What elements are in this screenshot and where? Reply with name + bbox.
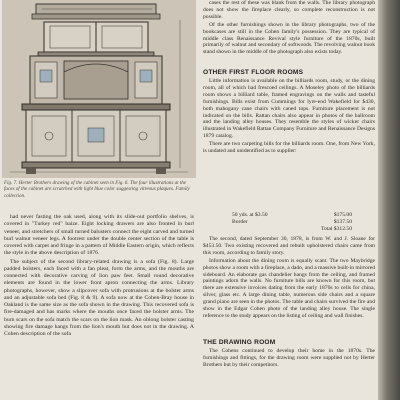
bill-line <box>232 219 352 225</box>
paragraph: cases the rest of these was blank from the walls. The library photograph does not show the fireplace clearly, so complete reconstruction is not possible. <box>203 0 375 20</box>
book-binding-edge <box>378 0 400 400</box>
paragraph: had never fasting the oak used, along with its slide-out portfolio shelves, is covered in "Turkey red" baize. Eight locking drawers are also fronted in burl veneer, and stretchers of small turned balusters connect the eight carved and turned burl walnut veneer legs. A footrest under the double center section of the table is covered with carpet and fringe in a pattern of Middle Eastern origin, which reflects the style in the above description of 1876. <box>4 214 194 257</box>
paragraph: The second, dated September 30, 1878, is from W. and J. Sloane for $453.50. Two existing recovered and rebuilt upholstered chairs came from this room, according to family story. <box>203 236 375 256</box>
bill-line <box>232 212 352 218</box>
section-heading-other-rooms: OTHER FIRST FLOOR ROOMS <box>203 69 304 76</box>
bill-line-label: 50 yds. at $3.50 <box>232 212 268 218</box>
figure-caption: Fig. 7. Herter Brothers drawing of the cabinet seen in Fig. 6. The four illustrations at the faces of the cabinet are scratched with light blue color suggesting vitreous plaques. Family collection. <box>4 180 190 199</box>
paragraph: There are two carpeting bills for the billiards room. One, from New York, is undated and unidentified as to supplier: <box>203 141 375 155</box>
right-column-lower-text <box>203 236 375 321</box>
section-heading-drawing-room: THE DRAWING ROOM <box>203 339 276 346</box>
paragraph: The Cohens continued to develop their home in the 1870s. The furnishings and fittings, for the drawing room were supplied not by Herter Brothers but by their competitors. <box>203 348 375 368</box>
right-column-middle-text <box>203 78 375 156</box>
cabinet-drawing-illustration <box>2 0 196 178</box>
paragraph: The subject of the second library-related drawing is a sofa (Fig. 8). Large padded bolsters, each faced with a fan pleat, form the arms, and the mouths are connected with decorative carving of lion paw feet. Small round decorative elements are found in the lower front apron connecting the arms. Library photographs, however, show a slipcover sofa with protrusions at the bolster arms and an adjustable sofa bed (Fig. 8 & 9). A sofa now at the Cohen-Bray house in Oakland is the same size as the sofa shown in the drawing. This recovered sofa is fire-damaged and has marks where the mouths once faced the bolster arms. The burn scars on the sofa match the scars on the lion mask. An oblong bolster casting showing fire damage hangs from the lion's mouth but does not in the drawing. A Cohen description of the sofa <box>4 258 194 337</box>
paragraph: Of the other furnishings shown in the library photographs, two of the bookcases are still in the Cohen family's possession. They are typical of middle class Renaissance Revival style furniture of the 1870s, built primarily of walnut and secondary of softwoods. The revolving walnut book stand shown in the middle of the photograph also exists today. <box>203 21 375 56</box>
right-column-end-text <box>203 348 375 370</box>
bill-line-amount: $137.50 <box>333 219 352 225</box>
bill-line-amount: $175.00 <box>333 212 352 218</box>
paragraph: Information about the dining room is equally scant. The two Maybridge photos show a room with a fireplace, a dado, and a massive built-in mirrored sideboard. An elaborate gas chandelier hangs from the ceiling, and framed paintings adorn the walls. No furniture bills are known for this room, but there are extensive invoices dating from the early 1870s to cells for china, silver, glass etc. A large dining table, numerous side chairs and a square grand piano are seen in the photos. The table and chairs survived the fire and show in the Edgar Cohen photo of the landing alley house. The single reference to the study appears on the listing of ceiling and wall finishes. <box>203 257 375 319</box>
bill-total-amount: Total $312.50 <box>321 226 352 232</box>
bill-line-label: Border <box>232 219 248 225</box>
left-column-text <box>4 214 194 339</box>
cabinet-drawing <box>2 0 196 178</box>
paragraph: Little information is available on the billiards room, study, or the dining room, all of which had frescoed ceilings. A Moseley photo of the billiards room shows a billiard table, framed engravings on the walls and tasteful furnishings. Bills exist from Cummings for lyre-end Wakefield for $430, both mahogany cane chairs with caned tops. Furniture placement is not indicated on the bills. Rattan chairs also appear in photos of the ballroom and the landing alley houses. They resemble the styles of wicker chairs illustrated in Wakefield Rattan Company Furniture and Renaissance Designs 1879 catalog. <box>203 78 375 140</box>
right-column-top-text <box>203 0 375 57</box>
